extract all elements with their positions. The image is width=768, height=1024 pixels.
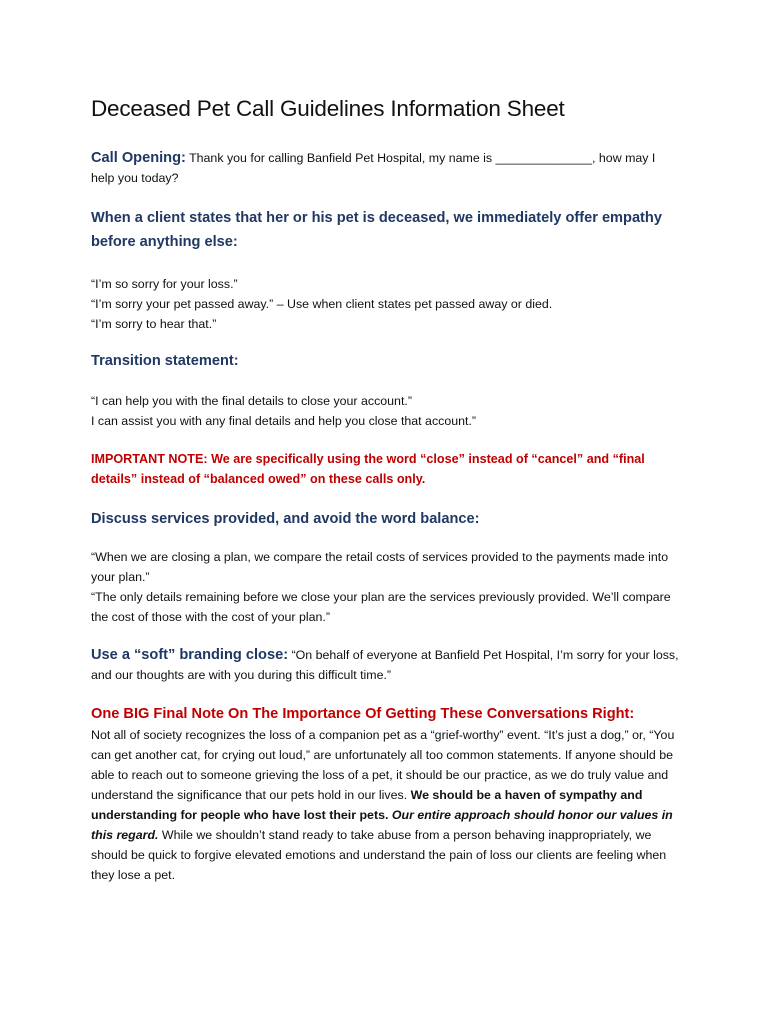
services-line: “The only details remaining before we close your plan are the services previously provided. We’ll compare the cost of those with the cost of your plan.” [91, 590, 671, 624]
empathy-line: “I’m sorry your pet passed away.” – Use when client states pet passed away or died. [91, 297, 553, 311]
soft-close-text: “On behalf of everyone at Banfield Pet Hospital, I’m sorry for your loss, and our thoughts are with you during this difficult time.” [91, 648, 679, 682]
transition-lines [91, 391, 681, 431]
transition-heading: Transition statement: [91, 353, 239, 369]
call-opening-text: Thank you for calling Banfield Pet Hospital, my name is ______________, how may I help you today? [91, 151, 656, 185]
document-page [91, 94, 681, 885]
call-opening-label: Call Opening: [91, 150, 186, 166]
empathy-line: “I’m sorry to hear that.” [91, 317, 217, 331]
final-note-paragraph [91, 725, 681, 885]
services-line: “When we are closing a plan, we compare the retail costs of services provided to the payments made into your plan.” [91, 550, 669, 584]
empathy-heading: When a client states that her or his pet is deceased, we immediately offer empathy before anything else: [91, 210, 662, 250]
final-note-closing-text: While we shouldn’t stand ready to take abuse from a person behaving inappropriately, we should be quick to forgive elevated emotions and understand the pain of loss our clients are feeling when they lose a pet. [91, 828, 667, 882]
soft-close-label: Use a “soft” branding close: [91, 647, 289, 663]
transition-line: I can assist you with any final details and help you close that account.” [91, 414, 477, 428]
final-note-heading: One BIG Final Note On The Importance Of Getting These Conversations Right: [91, 706, 635, 722]
final-note-bold-text: We should be a haven of sympathy and understanding for people who have lost their pets. [91, 788, 643, 822]
final-note-bold-italic-text: Our entire approach should honor our values in this regard. [91, 808, 673, 842]
services-heading: Discuss services provided, and avoid the word balance: [91, 511, 480, 527]
final-note-text: Not all of society recognizes the loss of a companion pet as a “grief-worthy” event. “It’s just a dog,” or, “You can get another cat, for crying out loud,” are unfortunately all too common statements. If anyone should be able to reach out to someone grieving the loss of a pet, it should be our practice, as we do truly value and understand the significance that our pets hold in our lives. [91, 728, 675, 802]
soft-close-paragraph [91, 645, 681, 685]
transition-line: “I can help you with the final details to close your account.” [91, 394, 412, 408]
empathy-lines [91, 274, 681, 334]
empathy-line: “I’m so sorry for your loss.” [91, 277, 238, 291]
important-note: IMPORTANT NOTE: We are specifically using the word “close” instead of “cancel” and “final details” instead of “balanced owed” on these calls only. [91, 452, 645, 486]
call-opening-paragraph [91, 148, 681, 188]
services-lines [91, 547, 681, 627]
page-title: Deceased Pet Call Guidelines Information Sheet [91, 96, 565, 121]
